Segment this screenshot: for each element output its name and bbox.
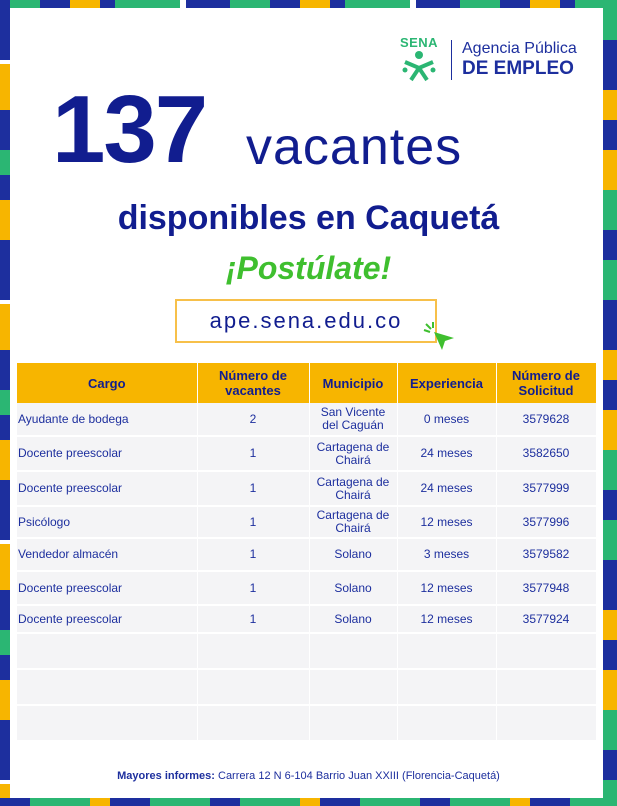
cell-cargo: Docente preescolar (17, 605, 197, 633)
cell-cargo: Psicólogo (17, 506, 197, 538)
col-header-experiencia: Experiencia (397, 363, 496, 403)
website-link[interactable] (175, 299, 437, 343)
logo-line-2: DE EMPLEO (462, 58, 574, 79)
right-border-stripe (603, 0, 617, 806)
footer-label: Mayores informes: (117, 770, 215, 782)
col-header-vacantes: Número de vacantes (197, 363, 309, 403)
sena-figure-icon (399, 50, 439, 82)
cell-solicitud: 3579628 (496, 403, 596, 436)
table-row-empty (17, 669, 596, 705)
cell-vacantes: 2 (197, 403, 309, 436)
table-row (17, 571, 596, 605)
logo-divider (451, 40, 452, 80)
cell-municipio: Cartagena de Chairá (309, 506, 397, 538)
cell-vacantes: 1 (197, 571, 309, 605)
table-header-row (17, 363, 596, 403)
table-row (17, 471, 596, 506)
vacancies-table (17, 363, 597, 742)
cell-cargo: Docente preescolar (17, 471, 197, 506)
cell-experiencia: 12 meses (397, 571, 496, 605)
cell-vacantes: 1 (197, 471, 309, 506)
cell-municipio: Solano (309, 538, 397, 571)
cell-vacantes: 1 (197, 538, 309, 571)
cell-solicitud: 3582650 (496, 436, 596, 471)
table-row (17, 506, 596, 538)
cell-municipio: Solano (309, 605, 397, 633)
cell-solicitud: 3577996 (496, 506, 596, 538)
cell-experiencia: 24 meses (397, 436, 496, 471)
sena-logo-text: SENA (399, 35, 439, 50)
table-row (17, 403, 596, 436)
cell-experiencia: 12 meses (397, 506, 496, 538)
footer-info (0, 770, 617, 782)
cell-municipio: Solano (309, 571, 397, 605)
col-header-solicitud: Número de Solicitud (496, 363, 596, 403)
location-subtitle: disponibles en Caquetá (117, 199, 500, 237)
logo-line-1: Agencia Pública (462, 40, 577, 57)
footer-address: Carrera 12 N 6-104 Barrio Juan XXIII (Florencia-Caquetá) (218, 770, 500, 782)
cell-experiencia: 24 meses (397, 471, 496, 506)
cell-solicitud: 3577999 (496, 471, 596, 506)
cell-municipio: Cartagena de Chairá (309, 471, 397, 506)
table-row-empty (17, 705, 596, 741)
table-row (17, 436, 596, 471)
table-row-empty (17, 633, 596, 669)
cell-solicitud: 3577948 (496, 571, 596, 605)
call-to-action: ¡Postúlate! (225, 250, 392, 286)
cell-vacantes: 1 (197, 436, 309, 471)
cell-municipio: Cartagena de Chairá (309, 436, 397, 471)
cell-cargo: Vendedor almacén (17, 538, 197, 571)
agency-logo (393, 36, 577, 84)
website-url[interactable]: ape.sena.edu.co (209, 308, 403, 333)
top-border-stripe (0, 0, 617, 8)
cell-solicitud: 3579582 (496, 538, 596, 571)
col-header-cargo: Cargo (17, 363, 197, 403)
cell-experiencia: 12 meses (397, 605, 496, 633)
cell-vacantes: 1 (197, 506, 309, 538)
table-row (17, 538, 596, 571)
click-cursor-icon (422, 322, 456, 352)
cell-municipio: San Vicente del Caguán (309, 403, 397, 436)
col-header-municipio: Municipio (309, 363, 397, 403)
cell-vacantes: 1 (197, 605, 309, 633)
left-border-stripe (0, 0, 10, 806)
sena-logo-mark (393, 36, 445, 84)
cell-cargo: Docente preescolar (17, 571, 197, 605)
bottom-border-stripe (0, 798, 617, 806)
cell-experiencia: 3 meses (397, 538, 496, 571)
cell-experiencia: 0 meses (397, 403, 496, 436)
cell-solicitud: 3577924 (496, 605, 596, 633)
vacancy-word: vacantes (246, 118, 463, 176)
cell-cargo: Ayudante de bodega (17, 403, 197, 436)
logo-wordmark (462, 40, 577, 80)
cell-cargo: Docente preescolar (17, 436, 197, 471)
vacancy-count: 137 (52, 76, 207, 183)
table-row (17, 605, 596, 633)
